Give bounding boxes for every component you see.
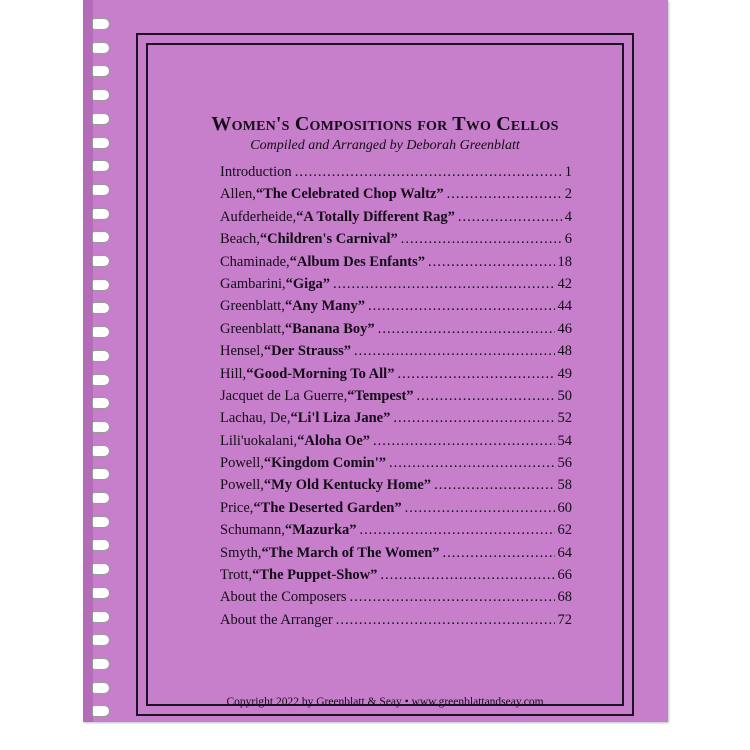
toc-entry-composer: Introduction bbox=[220, 164, 292, 180]
book-subtitle: Compiled and Arranged by Deborah Greenblatt bbox=[250, 138, 520, 153]
toc-page-number: 2 bbox=[564, 186, 572, 203]
binding-coil bbox=[92, 705, 110, 717]
binding-coil bbox=[92, 208, 110, 220]
toc-page-number: 64 bbox=[557, 544, 572, 561]
toc-entry bbox=[220, 164, 572, 186]
binding-coil bbox=[92, 18, 110, 30]
toc-entry bbox=[220, 276, 572, 298]
toc-entry-composer: Lachau, De, bbox=[220, 410, 291, 427]
toc-dot-leader bbox=[397, 366, 554, 383]
binding-coil bbox=[92, 658, 110, 670]
toc-entry-title: “Any Many” bbox=[284, 298, 365, 315]
binding-coil bbox=[92, 137, 110, 149]
toc-entry-composer: Jacquet de La Guerre, bbox=[220, 387, 348, 404]
binding-coil bbox=[92, 634, 110, 646]
toc-entry bbox=[220, 433, 572, 455]
toc-page-number: 44 bbox=[557, 298, 572, 315]
binding-coil bbox=[92, 445, 110, 457]
toc-entry-title: “The March of The Women” bbox=[261, 544, 440, 561]
toc-entry-composer: Schumann, bbox=[220, 522, 285, 539]
toc-entry-title: “Good-Morning To All” bbox=[246, 365, 395, 382]
toc-entry-composer: Powell, bbox=[220, 477, 264, 494]
toc-entry-composer: Greenblatt, bbox=[220, 320, 285, 337]
toc-entry bbox=[220, 612, 572, 634]
binding-coil bbox=[92, 184, 110, 196]
toc-entry-title: “Aloha Oe” bbox=[297, 432, 371, 449]
toc-page-number: 54 bbox=[557, 432, 572, 449]
toc-entry-title: “Li'l Liza Jane” bbox=[290, 410, 391, 427]
toc-entry-composer: Smyth, bbox=[220, 544, 262, 561]
toc-entry-title: “Tempest” bbox=[347, 387, 414, 404]
toc-dot-leader bbox=[378, 321, 555, 338]
toc-entry bbox=[220, 388, 572, 410]
binding-coil bbox=[92, 326, 110, 338]
toc-page-number: 49 bbox=[557, 365, 572, 382]
toc-page-number: 48 bbox=[557, 343, 572, 360]
toc-dot-leader bbox=[447, 186, 562, 203]
binding-coil bbox=[92, 611, 110, 623]
toc-entry-composer: Hensel, bbox=[220, 343, 264, 360]
toc-entry bbox=[220, 231, 572, 253]
toc-page-number: 62 bbox=[557, 522, 572, 539]
binding-coil bbox=[92, 421, 110, 433]
toc-entry-composer: Lili'uokalani, bbox=[220, 432, 298, 449]
toc-dot-leader bbox=[434, 477, 554, 494]
toc-dot-leader bbox=[333, 276, 555, 293]
toc-page-number: 60 bbox=[557, 499, 572, 516]
toc-entry-title: “Giga” bbox=[285, 275, 330, 292]
toc-dot-leader bbox=[354, 343, 554, 360]
toc-entry-composer: Gambarini, bbox=[220, 275, 286, 292]
toc-dot-leader bbox=[349, 589, 554, 606]
toc-entry bbox=[220, 589, 572, 611]
binding-coil bbox=[92, 539, 110, 551]
binding-coil bbox=[92, 65, 110, 77]
toc-page-number: 52 bbox=[557, 410, 572, 427]
toc-entry-composer: Chaminade, bbox=[220, 253, 290, 270]
toc-entry bbox=[220, 545, 572, 567]
toc-dot-leader bbox=[336, 612, 555, 629]
toc-page-number: 56 bbox=[557, 455, 572, 472]
table-of-contents bbox=[220, 164, 572, 634]
binding-coil bbox=[92, 516, 110, 528]
toc-page-number: 6 bbox=[564, 231, 572, 248]
toc-dot-leader bbox=[393, 410, 554, 427]
toc-entry bbox=[220, 567, 572, 589]
toc-dot-leader bbox=[458, 209, 562, 226]
toc-entry-composer: Beach, bbox=[220, 231, 260, 248]
toc-entry-title: “Banana Boy” bbox=[284, 320, 375, 337]
toc-entry bbox=[220, 209, 572, 231]
toc-page-number: 1 bbox=[564, 164, 572, 180]
toc-entry-composer: About the Arranger bbox=[220, 611, 333, 628]
toc-entry bbox=[220, 186, 572, 208]
binding-coil bbox=[92, 374, 110, 386]
toc-dot-leader bbox=[389, 455, 555, 472]
toc-entry-title: “Album Des Enfants” bbox=[289, 253, 426, 270]
toc-entry bbox=[220, 455, 572, 477]
toc-entry-title: “Mazurka” bbox=[284, 522, 357, 539]
toc-entry-title: “Children's Carnival” bbox=[259, 231, 398, 248]
binding-coil bbox=[92, 468, 110, 480]
toc-entry bbox=[220, 298, 572, 320]
toc-entry-title: “The Puppet-Show” bbox=[252, 567, 378, 584]
binding-coil bbox=[92, 89, 110, 101]
toc-entry-composer: Powell, bbox=[220, 455, 264, 472]
binding-coil bbox=[92, 397, 110, 409]
toc-page-number: 50 bbox=[557, 387, 572, 404]
binding-coil bbox=[92, 682, 110, 694]
toc-page-number: 66 bbox=[557, 567, 572, 584]
binding-coil bbox=[92, 492, 110, 504]
toc-page-number: 42 bbox=[557, 275, 572, 292]
toc-entry bbox=[220, 366, 572, 388]
book-title: Women's Compositions for Two Cellos bbox=[211, 113, 559, 135]
copyright-footer: Copyright 2022 by Greenblatt & Seay • www.greenblattandseay.com bbox=[226, 696, 544, 708]
toc-entry-composer: Hill, bbox=[220, 365, 247, 382]
toc-entry bbox=[220, 500, 572, 522]
toc-dot-leader bbox=[380, 567, 554, 584]
toc-dot-leader bbox=[373, 433, 554, 450]
toc-page-number: 72 bbox=[557, 611, 572, 628]
toc-dot-leader bbox=[443, 545, 555, 562]
toc-page-number: 58 bbox=[557, 477, 572, 494]
toc-entry-composer: Aufderheide, bbox=[220, 208, 297, 225]
binding-coil bbox=[92, 42, 110, 54]
toc-page-number: 4 bbox=[564, 208, 572, 225]
toc-entry-title: “A Totally Different Rag” bbox=[296, 208, 455, 225]
toc-page-number: 18 bbox=[557, 253, 572, 270]
toc-entry-composer: Price, bbox=[220, 499, 254, 516]
toc-page-number: 46 bbox=[557, 320, 572, 337]
toc-entry-composer: Allen, bbox=[220, 186, 256, 203]
toc-dot-leader bbox=[295, 164, 562, 181]
toc-entry bbox=[220, 321, 572, 343]
toc-entry bbox=[220, 343, 572, 365]
toc-page-number: 68 bbox=[557, 589, 572, 606]
binding-coil bbox=[92, 113, 110, 125]
binding-coil bbox=[92, 587, 110, 599]
toc-dot-leader bbox=[428, 254, 554, 271]
toc-dot-leader bbox=[401, 231, 562, 248]
toc-dot-leader bbox=[417, 388, 555, 405]
binding-coil bbox=[92, 279, 110, 291]
binding-coil bbox=[92, 302, 110, 314]
toc-entry-title: “The Celebrated Chop Waltz” bbox=[255, 186, 444, 203]
toc-entry-composer: Trott, bbox=[220, 567, 253, 584]
toc-dot-leader bbox=[405, 500, 555, 517]
toc-dot-leader bbox=[368, 298, 555, 315]
toc-entry-composer: Greenblatt, bbox=[220, 298, 285, 315]
binding-coil bbox=[92, 255, 110, 267]
toc-entry bbox=[220, 522, 572, 544]
binding-coil bbox=[92, 231, 110, 243]
toc-entry bbox=[220, 410, 572, 432]
toc-entry bbox=[220, 477, 572, 499]
toc-entry-title: “The Deserted Garden” bbox=[253, 499, 402, 516]
toc-entry-title: “My Old Kentucky Home” bbox=[263, 477, 432, 494]
toc-entry-title: “Der Strauss” bbox=[263, 343, 352, 360]
toc-dot-leader bbox=[360, 522, 555, 539]
toc-entry-title: “Kingdom Comin'” bbox=[263, 455, 386, 472]
binding-coil bbox=[92, 350, 110, 362]
toc-entry bbox=[220, 254, 572, 276]
binding-coil bbox=[92, 563, 110, 575]
binding-coil bbox=[92, 160, 110, 172]
toc-entry-composer: About the Composers bbox=[220, 589, 347, 606]
